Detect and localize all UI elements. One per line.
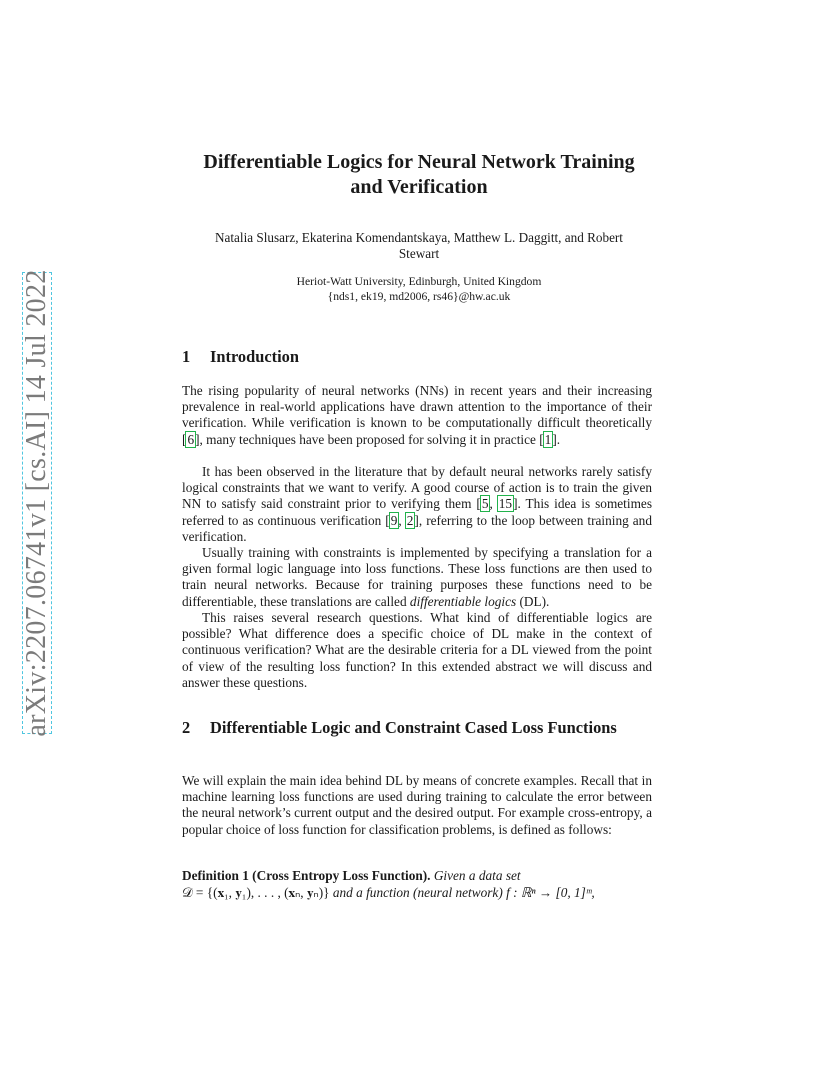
intro-paragraph-4 <box>182 610 652 691</box>
section-number: 1 <box>182 347 191 366</box>
citation-link[interactable]: 2 <box>406 512 414 528</box>
title-line-2: and Verification <box>350 176 488 198</box>
authors-line-2: Stewart <box>398 246 440 261</box>
paragraph-text: The rising popularity of neural networks (NNs) in recent years and their increasing prevalence in real-world applications have drawn attention to the importance of their verification. While verification is known to be computationally difficult theoretically <box>182 383 652 431</box>
paragraph-text: This raises several research questions. What kind of differentiable logics are possible? What difference does a specific choice of DL make in the context of continuous verification? What are the desirable criteria for a DL viewed from the point of view of the resulting loss function? In this extended abstract we will discuss and answer these questions. <box>182 610 652 690</box>
affiliation: Heriot-Watt University, Edinburgh, United Kingdom <box>296 275 542 288</box>
paragraph-text: It has been observed in the literature that by default neural networks rarely satisfy logical constraints that we want to verify. A good course of action is to train the given NN to satisfy said constraint prior to verifying them [ <box>182 464 652 512</box>
intro-paragraph-2 <box>182 464 652 545</box>
author-list <box>170 230 668 262</box>
section-2-heading <box>182 718 652 738</box>
paper-title <box>170 150 668 200</box>
authors-line-1: Natalia Slusarz, Ekaterina Komendantskaya, Matthew L. Daggitt, and Robert <box>215 230 623 245</box>
paragraph-text: ]. <box>552 431 561 447</box>
arxiv-identifier: arXiv:2207.06741v1 [cs.AI] 14 Jul 2022 <box>21 269 52 737</box>
paragraph-text: ], referring to the loop between training and verification. <box>182 512 652 544</box>
paragraph-text: Usually training with constraints is implemented by specifying a translation for a given formal logic language into loss functions. These loss functions are then used to train neural networks. Because for training purposes these functions need to be differentiable, these translations are called <box>182 545 652 609</box>
definition-line-2 <box>182 885 660 901</box>
citation-link[interactable]: 6 <box>187 431 195 447</box>
section-number: 2 <box>182 718 191 737</box>
section-title: Differentiable Logic and Constraint Cased Loss Functions <box>210 718 617 737</box>
author-emails: {nds1, ek19, md2006, rs46}@hw.ac.uk <box>327 290 511 303</box>
paragraph-text: , <box>489 496 498 512</box>
paragraph-text: ]. This idea is sometimes referred to as continuous verification [ <box>182 496 652 528</box>
paragraph-text: (DL). <box>516 593 550 609</box>
affiliation-block <box>170 274 668 304</box>
section-2-paragraph-1 <box>182 773 652 838</box>
emphasis-term: differentiable logics <box>409 593 517 609</box>
intro-paragraph-1: The rising popularity of neural networks (NNs) in recent years and their increasing prevalence in real-world applications have drawn attention to the importance of their verification. While verification is known to be computationally difficult theoretically [6], many techniques have been proposed for solving it in practice [1]. <box>182 383 652 447</box>
paragraph-text: ], many techniques have been proposed for solving it in practice <box>195 431 540 447</box>
title-line-1: Differentiable Logics for Neural Network Training <box>203 151 635 173</box>
citation-link[interactable]: 15 <box>498 496 513 512</box>
citation-link[interactable]: 9 <box>390 512 398 528</box>
definition-label: Definition 1 (Cross Entropy Loss Function). <box>182 868 431 883</box>
definition-line-1 <box>182 868 660 884</box>
section-title: Introduction <box>210 347 299 366</box>
section-1-heading <box>182 347 652 367</box>
paragraph-text: We will explain the main idea behind DL by means of concrete examples. Recall that in machine learning loss functions are used during training to calculate the error between the neural network’s current output and the desired output. For example cross-entropy, a popular choice of loss function for classification problems, is defined as follows: <box>182 773 652 837</box>
citation-link[interactable]: 1 <box>544 431 552 447</box>
definition-text: Given a data set <box>433 868 521 883</box>
intro-paragraph-3 <box>182 545 652 610</box>
citation-link[interactable]: 5 <box>481 496 489 512</box>
paragraph-text: , <box>398 512 406 528</box>
function-formula: f : ℝⁿ → [0, 1]ᵐ, <box>506 885 595 900</box>
definition-text: and a function (neural network) <box>332 885 503 900</box>
dataset-formula: 𝒟 = {(𝐱₁, 𝐲₁), . . . , (𝐱ₙ, 𝐲ₙ)} <box>182 885 330 900</box>
